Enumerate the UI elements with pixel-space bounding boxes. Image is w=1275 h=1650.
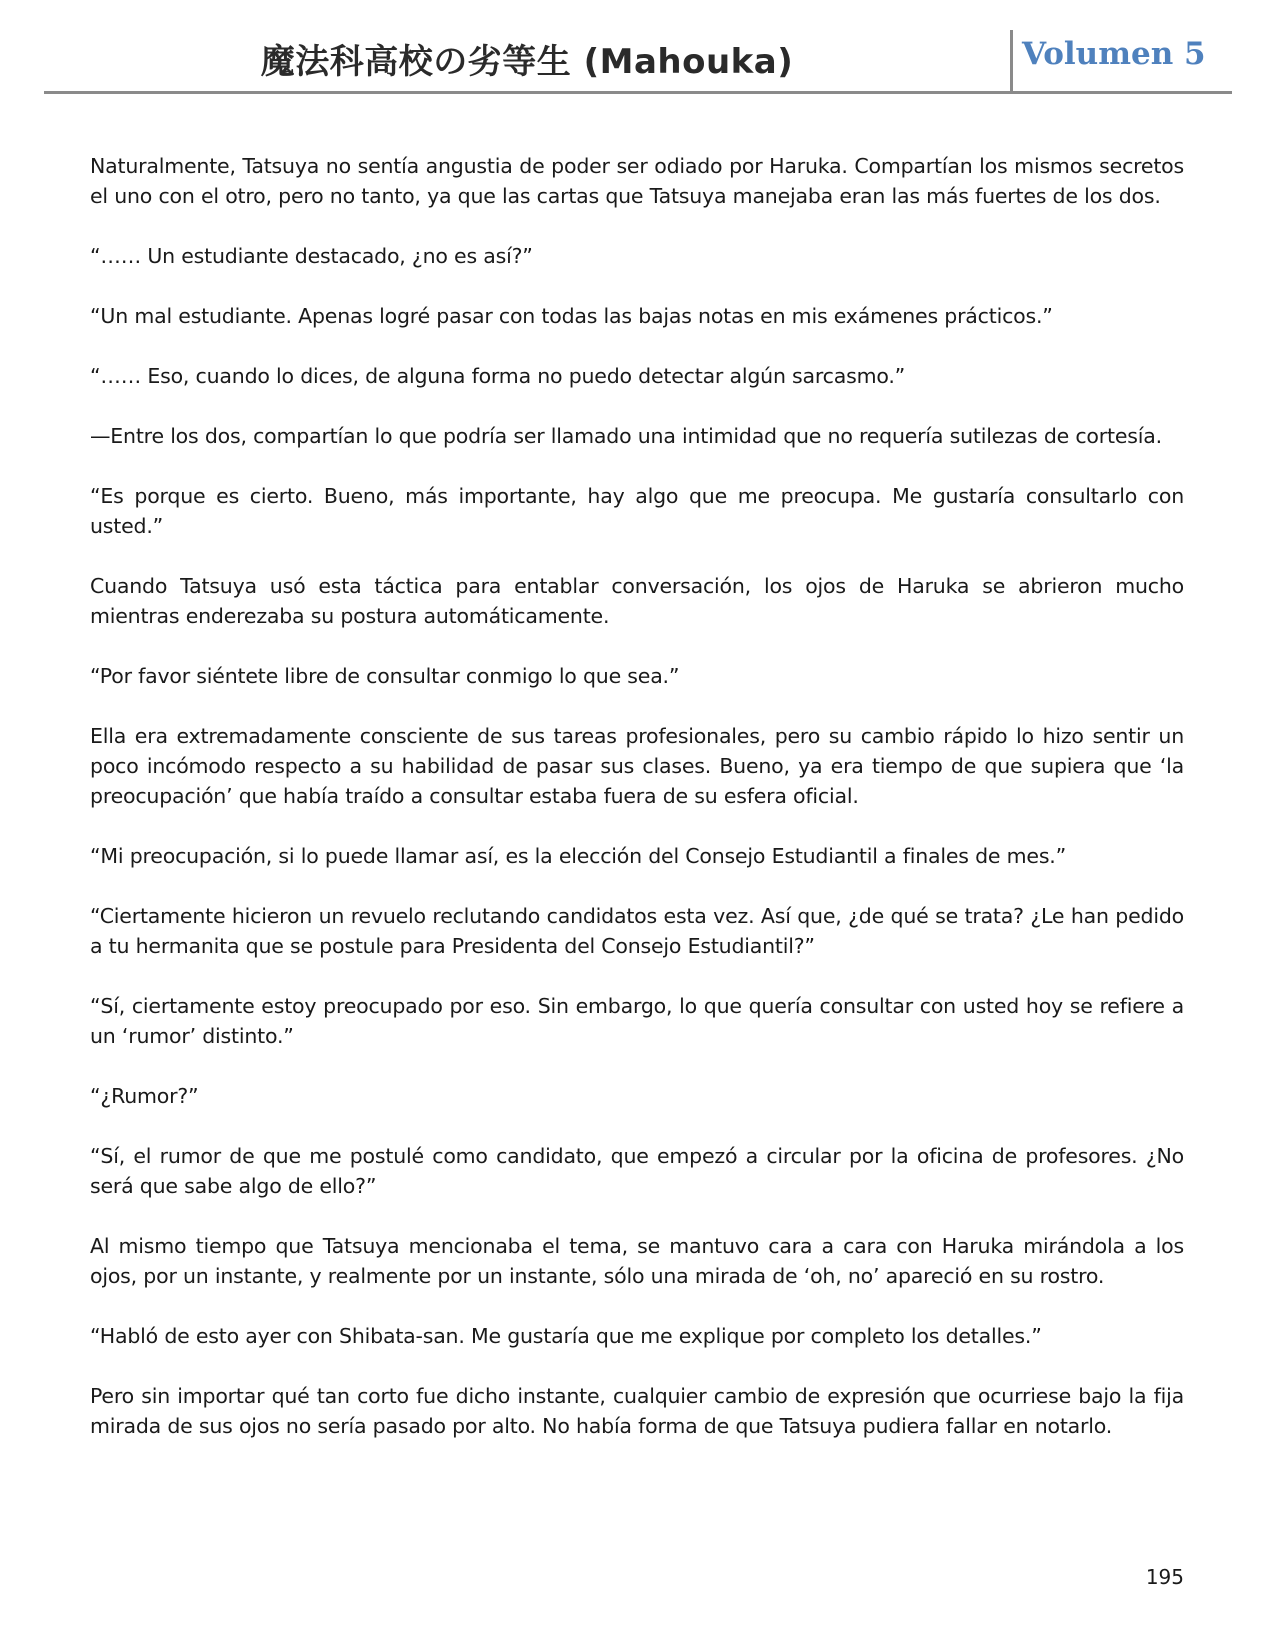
volume-label: Volumen 5 (1022, 36, 1206, 72)
paragraph: “…… Un estudiante destacado, ¿no es así?” (90, 244, 533, 268)
paragraph: “Sí, ciertamente estoy preocupado por eso. Sin embargo, lo que quería consultar con usted hoy se refiere a un ‘rumor’ distinto.” (90, 994, 1184, 1048)
paragraph: Al mismo tiempo que Tatsuya mencionaba el tema, se mantuvo cara a cara con Haruka mirándola a los ojos, por un instante, y realmente por un instante, sólo una mirada de ‘oh, no’ apareció en su rostro. (90, 1234, 1184, 1288)
paragraph: Ella era extremadamente consciente de sus tareas profesionales, pero su cambio rápido lo hizo sentir un poco incómodo respecto a su habilidad de pasar sus clases. Bueno, ya era tiempo de que supiera que ‘la preocupación’ que había traído a consultar estaba fuera de su esfera oficial. (90, 724, 1184, 808)
paragraph: “…… Eso, cuando lo dices, de alguna forma no puedo detectar algún sarcasmo.” (90, 364, 906, 388)
paragraph: —Entre los dos, compartían lo que podría ser llamado una intimidad que no requería sutilezas de cortesía. (90, 424, 1162, 448)
paragraph: “Habló de esto ayer con Shibata-san. Me gustaría que me explique por completo los detalles.” (90, 1324, 1042, 1348)
paragraph: Naturalmente, Tatsuya no sentía angustia de poder ser odiado por Haruka. Compartían los mismos secretos el uno con el otro, pero no tanto, ya que las cartas que Tatsuya manejaba eran las más fuertes de los dos. (90, 154, 1184, 208)
paragraph: “Es porque es cierto. Bueno, más importante, hay algo que me preocupa. Me gustaría consultarlo con usted.” (90, 484, 1184, 538)
paragraph: Cuando Tatsuya usó esta táctica para entablar conversación, los ojos de Haruka se abrieron mucho mientras enderezaba su postura automáticamente. (90, 574, 1184, 628)
paragraph: “¿Rumor?” (90, 1084, 199, 1108)
paragraph: Pero sin importar qué tan corto fue dicho instante, cualquier cambio de expresión que ocurriese bajo la fija mirada de sus ojos no sería pasado por alto. No había forma de que Tatsuya pudiera fallar en notarlo. (90, 1384, 1184, 1438)
book-title: 魔法科高校の劣等生 (Mahouka) (260, 42, 794, 82)
page-header (44, 28, 1232, 92)
paragraph: “Un mal estudiante. Apenas logré pasar con todas las bajas notas en mis exámenes prácticos.” (90, 304, 1053, 328)
body-text (90, 151, 1184, 1471)
paragraph: “Por favor siéntete libre de consultar conmigo lo que sea.” (90, 664, 680, 688)
page-number: 195 (1145, 1565, 1184, 1589)
header-divider (1010, 30, 1013, 92)
paragraph: “Ciertamente hicieron un revuelo reclutando candidatos esta vez. Así que, ¿de qué se trata? ¿Le han pedido a tu hermanita que se postule para Presidenta del Consejo Estudiantil?” (90, 904, 1184, 958)
paragraph: “Sí, el rumor de que me postulé como candidato, que empezó a circular por la oficina de profesores. ¿No será que sabe algo de ello?” (90, 1144, 1184, 1198)
paragraph: “Mi preocupación, si lo puede llamar así, es la elección del Consejo Estudiantil a finales de mes.” (90, 844, 1067, 868)
header-rule (44, 91, 1232, 94)
